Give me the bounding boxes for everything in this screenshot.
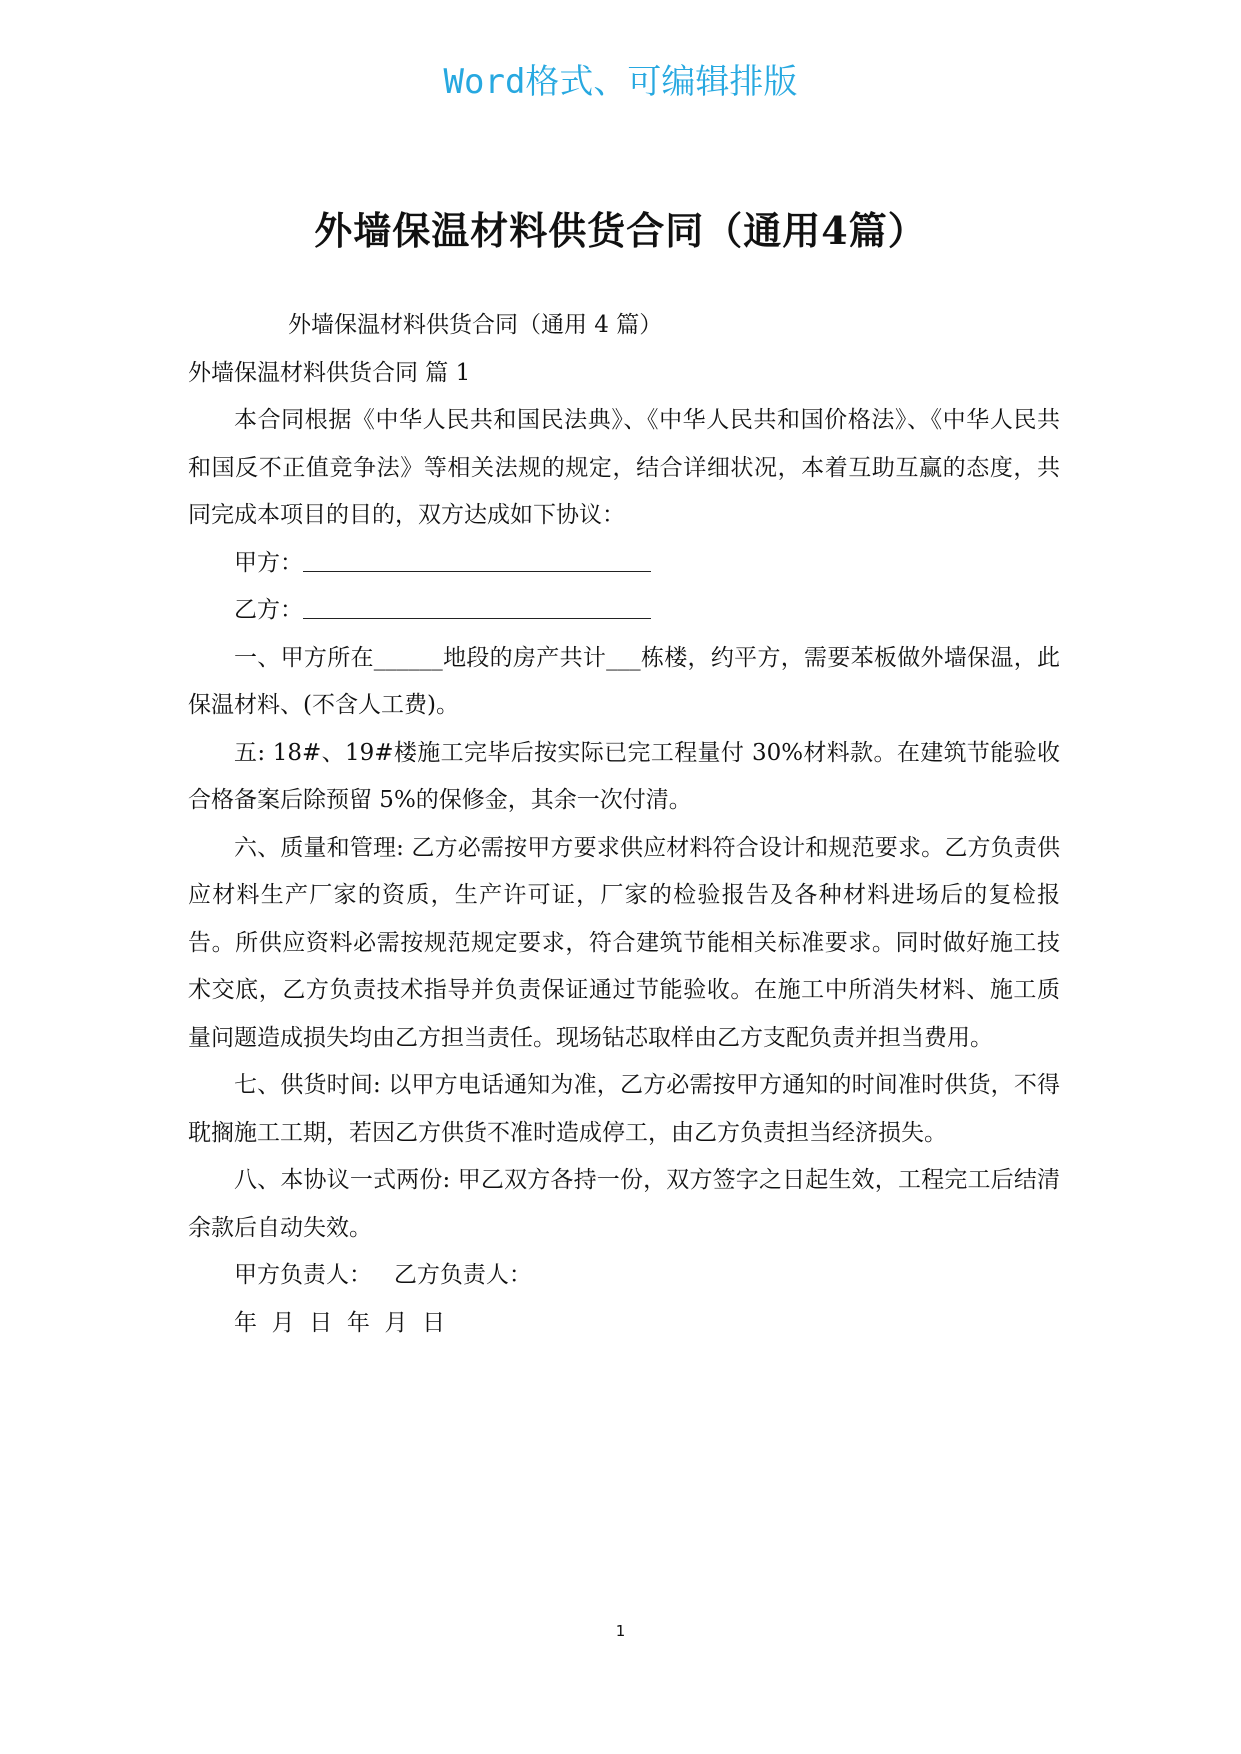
- party-b-line: [188, 587, 1060, 635]
- party-b-label: 乙方：: [234, 597, 303, 623]
- signature-line: 甲方负责人： 乙方负责人：: [234, 1262, 532, 1288]
- document-watermark-header: Word格式、可编辑排版: [443, 62, 798, 102]
- document-body: [188, 302, 1060, 1347]
- party-a-line: [188, 540, 1060, 588]
- party-b-blank: [303, 592, 651, 619]
- clause-8: 八、本协议一式两份: 甲乙双方各持一份，双方签字之日起生效，工程完工后结清余款后自动失效。: [188, 1167, 1060, 1241]
- date-line: 年 月 日 年 月 日: [234, 1309, 446, 1336]
- clause-5: 五: 18#、19#楼施工完毕后按实际已完工程量付 30%材料款。在建筑节能验收合格备案后除预留 5%的保修金，其余一次付清。: [188, 739, 1060, 813]
- document-subtitle: 外墙保温材料供货合同（通用 4 篇）: [288, 312, 663, 338]
- document-title: 外墙保温材料供货合同（通用4篇）: [314, 208, 927, 253]
- clause-6: 六、质量和管理: 乙方必需按甲方要求供应材料符合设计和规范要求。乙方负责供应材料生产厂家的资质，生产许可证，厂家的检验报告及各种材料进场后的复检报告。所供应资料必需按规范规定要求，符合建筑节能相关标准要求。同时做好施工技术交底，乙方负责技术指导并负责保证通过节能验收。在施工中所消失材料、施工质量问题造成损失均由乙方担当责任。现场钻芯取样由乙方支配负责并担当费用。: [188, 834, 1060, 1051]
- page-number: 1: [615, 1622, 626, 1640]
- section-heading: 外墙保温材料供货合同 篇 1: [188, 359, 471, 386]
- intro-paragraph: 本合同根据《中华人民共和国民法典》、《中华人民共和国价格法》、《中华人民共和国反不正值竞争法》等相关法规的规定，结合详细状况，本着互助互赢的态度，共同完成本项目的目的，双方达成如下协议：: [188, 407, 1060, 528]
- party-a-label: 甲方：: [234, 549, 303, 576]
- clause-1: 一、甲方所在______地段的房产共计___栋楼，约平方，需要苯板做外墙保温，此保温材料、(不含人工费)。: [188, 644, 1060, 718]
- party-a-blank: [303, 545, 651, 572]
- clause-7: 七、供货时间: 以甲方电话通知为准，乙方必需按甲方通知的时间准时供货，不得耽搁施工工期，若因乙方供货不准时造成停工，由乙方负责担当经济损失。: [188, 1072, 1060, 1146]
